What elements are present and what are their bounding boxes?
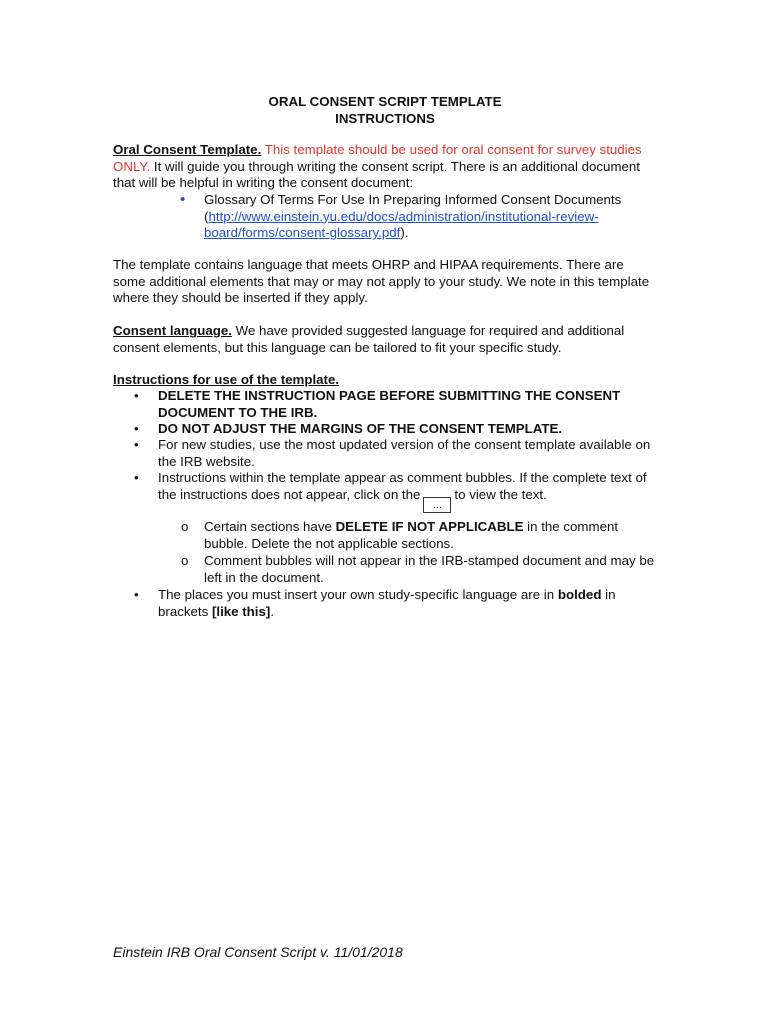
ohrp-paragraph: The template contains language that meets OHRP and HIPAA requirements. There are some additional elements that may or may not apply to your study. We note in this template where they should be inserted if they apply.: [113, 257, 650, 306]
page-title: [0, 94, 770, 127]
bullet-5: •: [134, 587, 139, 602]
glossary-close-paren: ).: [400, 225, 409, 241]
consent-language-text: We have provided suggested language for required and additional consent elements, but this language can be tailored to fit your specific study.: [113, 323, 625, 355]
intro-text: It will guide you through writing the consent script. There is an additional document that will be helpful in writing the consent document:: [113, 158, 640, 191]
instruction-item-1: DELETE THE INSTRUCTION PAGE BEFORE SUBMITTING THE CONSENT DOCUMENT TO THE IRB.: [158, 388, 621, 420]
instruction-subitem-2: Comment bubbles will not appear in the IRB-stamped document and may be left in the document.: [204, 553, 655, 585]
intro-paragraph: [113, 142, 658, 192]
glossary-open-paren: (: [204, 208, 209, 224]
bullet-3: •: [134, 437, 139, 452]
instructions-heading: Instructions for use of the template.: [113, 372, 340, 387]
glossary-label: Glossary Of Terms For Use In Preparing Informed Consent Documents: [204, 192, 622, 207]
instruction-item-4: Instructions within the template appear as comment bubbles. If the complete text of the instructions does not appear, click on the...to view the text.: [158, 470, 647, 511]
instruction-item-3: For new studies, use the most updated version of the consent template available on the IRB website.: [158, 437, 651, 469]
bullet-2: •: [134, 421, 139, 436]
intro-red-text: This template should be used for oral consent for survey studies ONLY.: [113, 142, 642, 174]
page-footer: Einstein IRB Oral Consent Script v. 11/01/2018: [113, 944, 403, 960]
title-line-2: INSTRUCTIONS: [335, 110, 435, 126]
comment-expand-button[interactable]: ...: [423, 497, 451, 513]
sub-bullet-1: o: [181, 519, 189, 534]
bullet-1: •: [134, 388, 139, 403]
consent-language-paragraph: [113, 323, 658, 356]
instruction-item-2: DO NOT ADJUST THE MARGINS OF THE CONSENT TEMPLATE.: [158, 421, 563, 436]
consent-language-heading: Consent language.: [113, 323, 232, 338]
glossary-item: [204, 192, 644, 242]
title-line-1: ORAL CONSENT SCRIPT TEMPLATE: [268, 94, 502, 109]
instruction-item-5: The places you must insert your own study-specific language are in bolded in brackets [like this].: [158, 587, 616, 619]
intro-heading: Oral Consent Template.: [113, 142, 262, 157]
sub-bullet-2: o: [181, 553, 189, 568]
instruction-subitem-1: Certain sections have DELETE IF NOT APPLICABLE in the comment bubble. Delete the not applicable sections.: [204, 519, 619, 551]
bullet-4: •: [134, 470, 139, 485]
glossary-bullet: •: [180, 191, 186, 208]
glossary-link[interactable]: http://www.einstein.yu.edu/docs/administration/institutional-review-board/forms/consent-glossary.pdf: [204, 208, 599, 241]
